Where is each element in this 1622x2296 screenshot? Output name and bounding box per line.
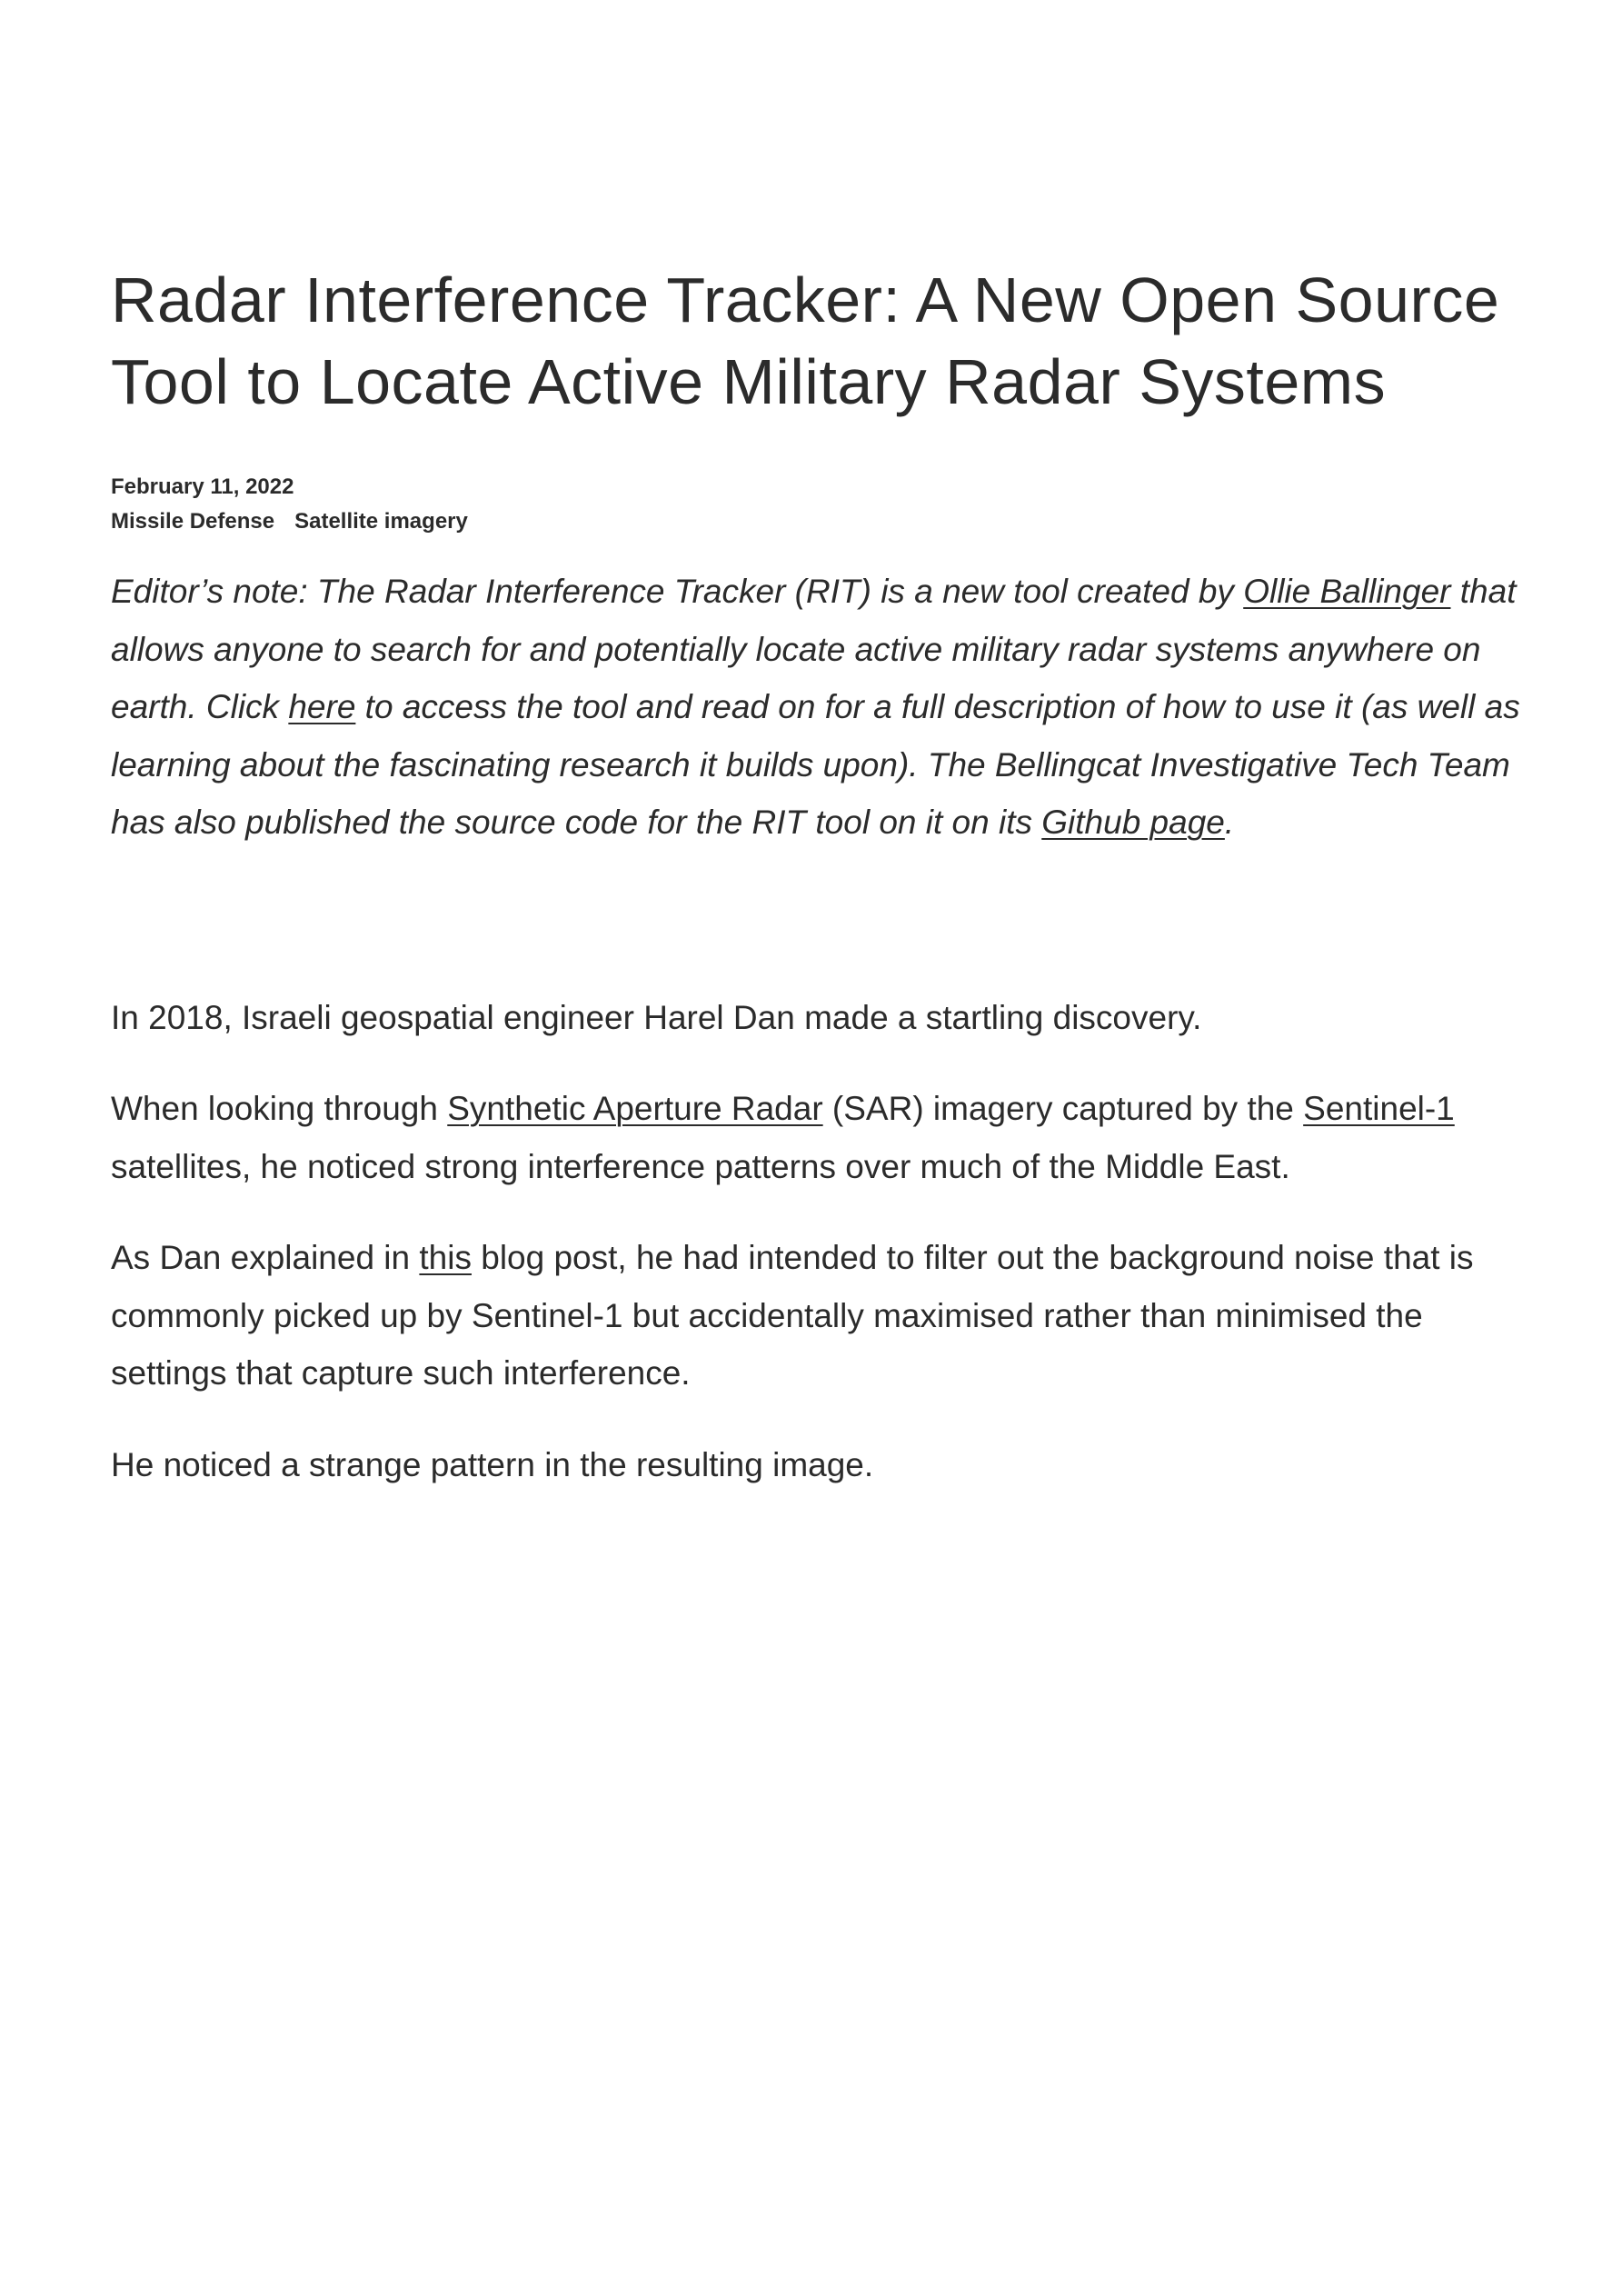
tag-list — [111, 504, 1528, 539]
paragraph-4: He noticed a strange pattern in the resulting image. — [111, 1445, 874, 1483]
editor-note-text: to access the tool and read on for a full description of how to use it (as well as learning about the fascinating research it builds upon). The Bellingcat Investigative Tech Team has also published the source code for the RIT tool on it on its — [111, 688, 1520, 841]
paragraph-text: When looking through — [111, 1090, 448, 1127]
paragraph-text: (SAR) imagery captured by the — [822, 1090, 1304, 1127]
editor-note-text: . — [1224, 804, 1235, 841]
article-title: Radar Interference Tracker: A New Open Source Tool to Locate Active Military Radar Systems — [111, 265, 1500, 417]
tag-satellite-imagery[interactable] — [294, 509, 488, 534]
tag-label: Satellite imagery — [294, 509, 468, 534]
tag-missile-defense[interactable] — [111, 509, 294, 534]
sar-link[interactable]: Synthetic Aperture Radar — [447, 1090, 823, 1127]
paragraph-text: As Dan explained in — [111, 1239, 420, 1276]
paragraph-text: satellites, he noticed strong interference patterns over much of the Middle East. — [111, 1147, 1290, 1185]
paragraph-text: blog post, he had intended to filter out the background noise that is commonly picked up by Sentinel-1 but accidentally maximised rather than minimised the settings that capture such interference. — [111, 1239, 1474, 1392]
paragraph-2 — [111, 1080, 1528, 1195]
editor-note-text: Editor’s note: The Radar Interference Tracker (RIT) is a new tool created by — [111, 573, 1244, 610]
article — [111, 259, 1528, 1527]
github-link[interactable]: Github page — [1041, 804, 1225, 841]
tool-link[interactable]: here — [288, 688, 356, 725]
author-link[interactable]: Ollie Ballinger — [1243, 573, 1451, 610]
blog-post-link[interactable]: this — [419, 1239, 472, 1276]
article-meta — [111, 470, 1528, 539]
paragraph-1: In 2018, Israeli geospatial engineer Harel Dan made a startling discovery. — [111, 998, 1202, 1036]
editor-note-text: that allows anyone to search for and potentially locate active military radar systems anywhere on earth. Click — [111, 573, 1517, 725]
sentinel-1-link[interactable]: Sentinel-1 — [1303, 1090, 1455, 1127]
paragraph-3 — [111, 1229, 1528, 1403]
editor-note — [111, 563, 1528, 852]
tag-label: Missile Defense — [111, 509, 275, 534]
publish-date: February 11, 2022 — [111, 474, 294, 499]
